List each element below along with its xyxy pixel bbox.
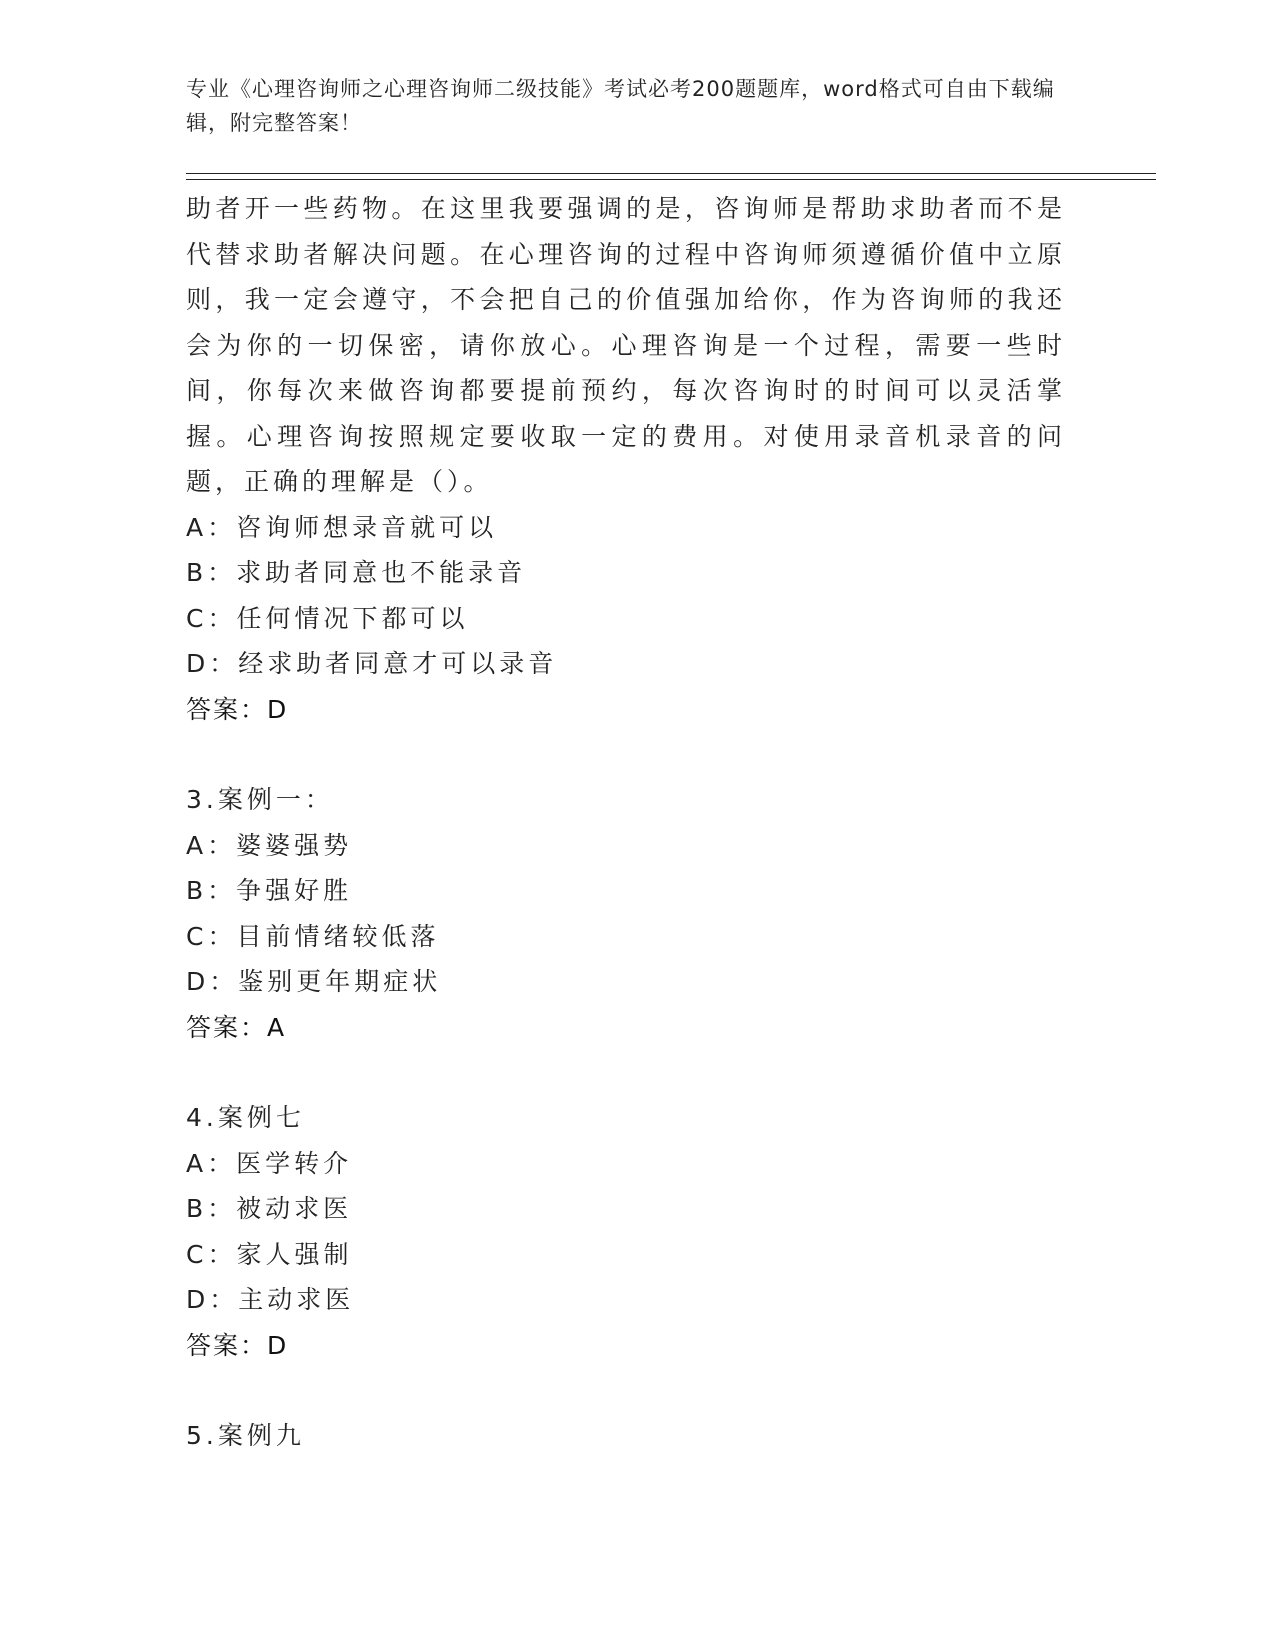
spacer [186, 1050, 1066, 1095]
question-4-option-c: C：家人强制 [186, 1239, 353, 1269]
question-3-option-d: D：鉴别更年期症状 [186, 967, 442, 996]
question-2-block [186, 186, 1066, 732]
question-2-option-c: C：任何情况下都可以 [186, 603, 469, 633]
question-3-option-a: A：婆婆强势 [186, 830, 353, 860]
question-5-block [186, 1413, 1066, 1459]
spacer [186, 732, 1066, 777]
spacer [186, 1368, 1066, 1413]
question-4-option-a: A：医学转介 [186, 1148, 353, 1178]
question-3-option-b: B：争强好胜 [186, 876, 353, 905]
header-divider-bottom [186, 179, 1156, 180]
header-divider-top [186, 173, 1156, 174]
question-2-stem: 助者开一些药物。在这里我要强调的是，咨询师是帮助求助者而不是代替求助者解决问题。在心理咨询的过程中咨询师须遵循价值中立原则，我一定会遵守，不会把自己的价值强加给你，作为咨询师的我还会为你的一切保密，请你放心。心理咨询是一个过程，需要一些时间，你每次来做咨询都要提前预约，每次咨询时的时间可以灵活掌握。心理咨询按照规定要收取一定的费用。对使用录音机录音的问题，正确的理解是（）。 [186, 194, 1066, 496]
question-4-option-b: B：被动求医 [186, 1194, 353, 1223]
question-5-title: 5.案例九 [186, 1421, 305, 1450]
question-3-title: 3.案例一： [186, 785, 334, 814]
question-4-block [186, 1095, 1066, 1368]
question-2-option-d: D：经求助者同意才可以录音 [186, 649, 558, 678]
document-body [186, 186, 1066, 1459]
question-3-block [186, 777, 1066, 1050]
question-3-answer: 答案：A [186, 1012, 287, 1042]
question-2-option-a: A：咨询师想录音就可以 [186, 512, 498, 542]
document-header: 专业《心理咨询师之心理咨询师二级技能》考试必考200题题库，word格式可自由下载编辑，附完整答案！ [186, 77, 1055, 135]
question-4-answer: 答案：D [186, 1330, 289, 1360]
question-4-option-d: D：主动求医 [186, 1285, 355, 1314]
question-2-option-b: B：求助者同意也不能录音 [186, 558, 527, 587]
question-3-option-c: C：目前情绪较低落 [186, 921, 440, 951]
question-4-title: 4.案例七 [186, 1103, 305, 1132]
question-2-answer: 答案：D [186, 694, 289, 724]
